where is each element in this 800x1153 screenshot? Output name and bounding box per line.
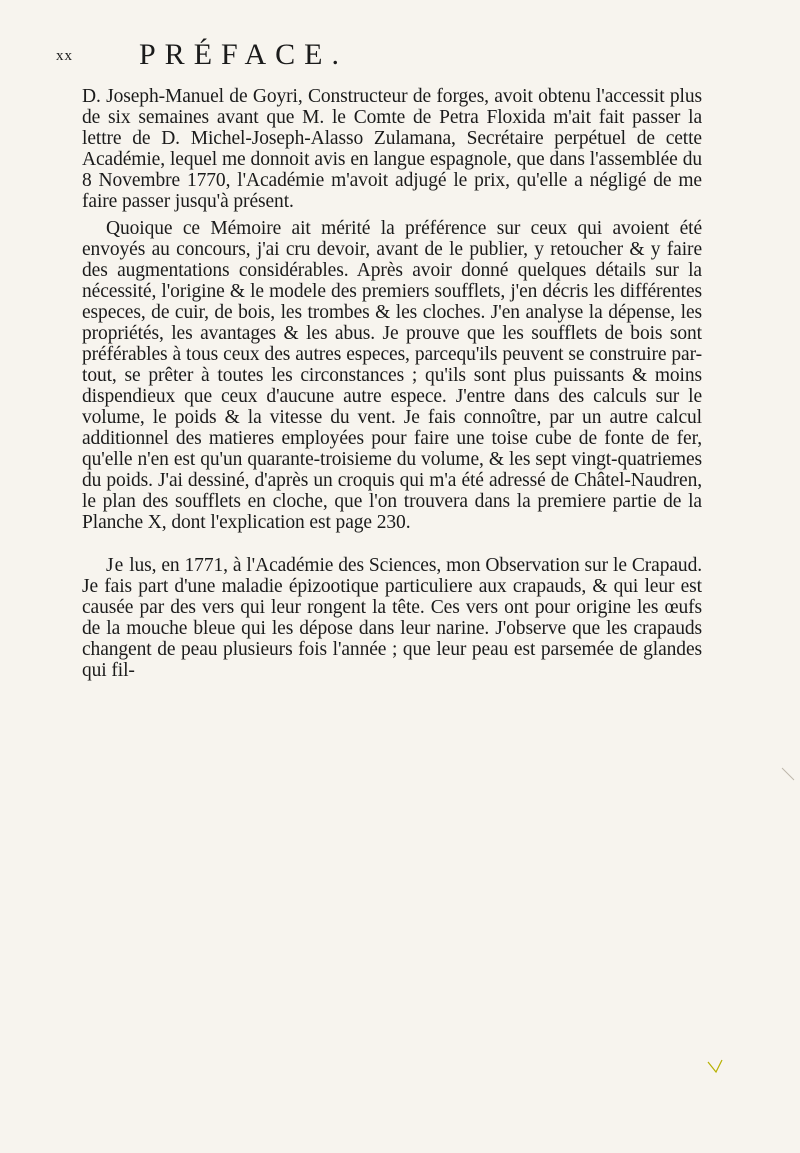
margin-mark [782, 768, 794, 780]
body-text [82, 86, 702, 681]
pen-mark [708, 1060, 722, 1072]
paragraph-3-initial: Je [106, 555, 125, 576]
paragraph-3-text: lus, en 1771, à l'Académie des Sciences, mon Observation sur le Crapaud. Je fais part d'une maladie épizootique particuliere aux crapauds, & qui leur est causée par des vers qui leur rongent la tête. Ces vers ont pour origine les œufs de la mouche bleue qui les dépose dans leur narine. J'observe que les crapauds changent de peau plusieurs fois l'année ; que leur peau est parsemée de glandes qui fil- [82, 555, 702, 681]
running-head: PRÉFACE. [139, 38, 348, 71]
page-number: xx [56, 48, 73, 64]
page-header [56, 38, 756, 78]
paragraph-1: D. Joseph-Manuel de Goyri, Constructeur de forges, avoit obtenu l'accessit plus de six semaines avant que M. le Comte de Petra Floxida m'ait fait passer la lettre de D. Michel-Joseph-Alasso Zulamana, Secrétaire perpétuel de cette Académie, lequel me donnoit avis en langue espagnole, que dans l'assemblée du 8 Novembre 1770, l'Académie m'avoit adjugé le prix, qu'elle a négligé de me faire passer jusqu'à présent. [82, 86, 702, 212]
paragraph-3 [82, 555, 702, 681]
paragraph-2: Quoique ce Mémoire ait mérité la préférence sur ceux qui avoient été envoyés au concours, j'ai cru devoir, avant de le publier, y retoucher & y faire des augmentations considérables. Après avoir donné quelques détails sur la nécessité, l'origine & le modele des premiers soufflets, j'en décris les différentes especes, de cuir, de bois, les trombes & les cloches. J'en analyse la dépense, les propriétés, les avantages & les abus. Je prouve que les soufflets de bois sont préférables à tous ceux des autres especes, parcequ'ils peuvent se construire par-tout, se prêter à toutes les circonstances ; qu'ils sont plus puissants & moins dispendieux que ceux d'aucune autre espece. J'entre dans des calculs sur le volume, le poids & la vitesse du vent. Je fais connoître, par un autre calcul additionnel des matieres employées pour faire une toise cube de fonte de fer, qu'elle n'en est qu'un quarante-troisieme du volume, & les sept vingt-quatriemes du poids. J'ai dessiné, d'après un croquis qui m'a été adressé de Châtel-Naudren, le plan des soufflets en cloche, que l'on trouvera dans la premiere partie de la Planche X, dont l'explication est page 230. [82, 218, 702, 533]
